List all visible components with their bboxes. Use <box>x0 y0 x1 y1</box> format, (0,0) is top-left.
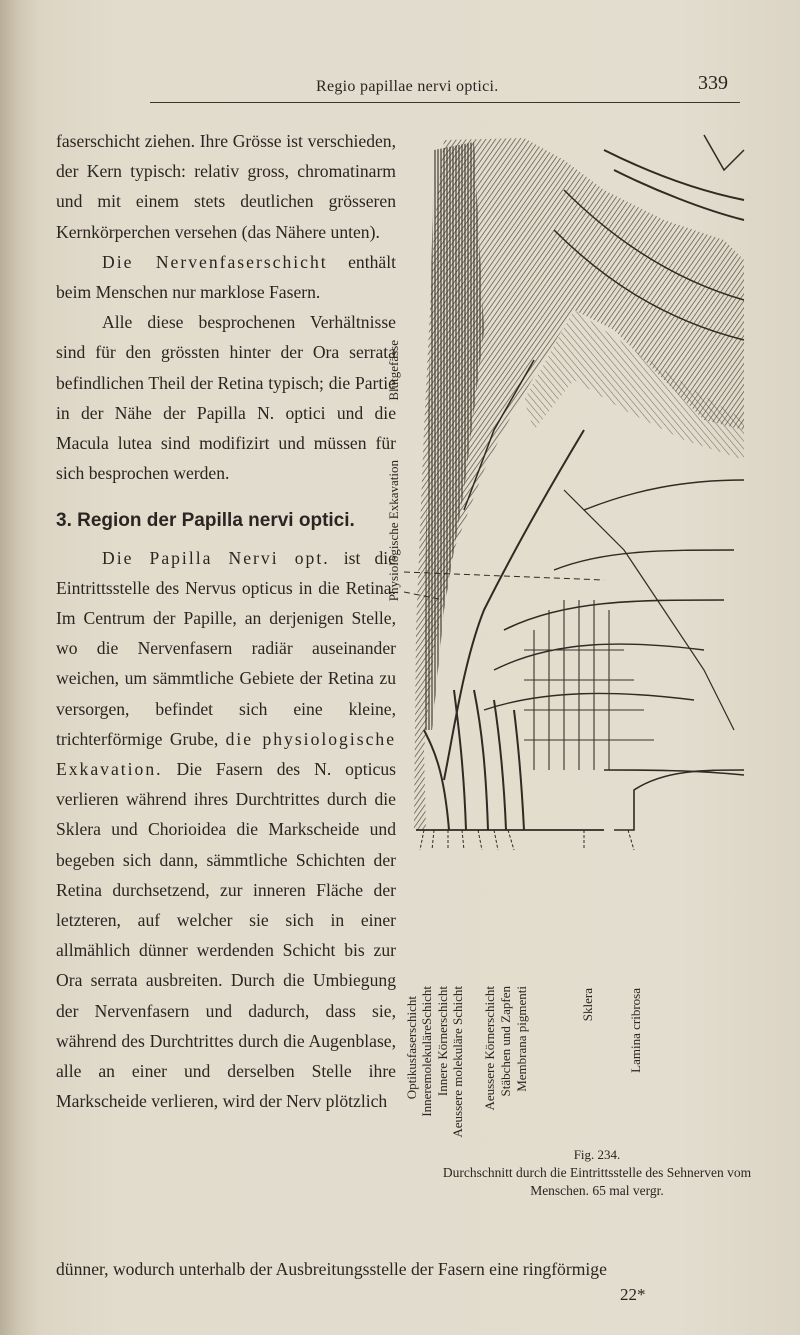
section-heading: 3. Region der Papilla nervi optici. <box>56 510 355 532</box>
paragraph-4 <box>56 543 396 1117</box>
label-sklera: Sklera <box>580 988 595 1022</box>
term-papilla: Die Papilla Nervi opt. <box>102 547 330 568</box>
term-exkavation: die physiologische Exkavation. <box>56 728 397 780</box>
header-rule <box>150 102 740 103</box>
continuation-line: dünner, wodurch unterhalb der Ausbreitungsstelle der Fasern eine ringförmige <box>56 1259 607 1279</box>
label-lamina-cribrosa: Lamina cribrosa <box>628 988 643 1073</box>
page-number: 339 <box>698 72 728 94</box>
label-blutgefaesse: Blutgefässe <box>386 340 401 401</box>
paragraph-4-rest: Die Fasern des N. opticus verlieren während ihres Durchtrittes durch die Sklera und Chorioidea die Markscheide und begeben sich dann, sämmtliche Schichten der Retina durchsetzend, zur inneren Fläche der letzteren, auf welcher sie sich in einer allmählich dünner werdenden Schicht bis zur Ora serrata ausbreiten. Durch die Umbiegung der Nervenfasern und dadurch, dass sie, während des Durchtrittes durch die Augenblase, alle an einer und derselben Stelle ihre Markscheide verlieren, wird der Nerv plötzlich <box>56 759 396 1112</box>
label-innere-molekulaere: InneremolekuläreSchicht <box>419 986 434 1117</box>
label-membrana-pigmenti: Membrana pigmenti <box>514 986 529 1092</box>
paragraph-1: faserschicht ziehen. Ihre Grösse ist verschieden, der Kern typisch: relativ gross, chromatinarm und mit einem stets deutlichen grösseren Kernkörperchen versehen (das Nähere unten). <box>56 131 396 242</box>
term-nervenfaserschicht: Die Nervenfaserschicht <box>102 251 328 272</box>
signature-mark: 22* <box>620 1285 646 1304</box>
text-column <box>56 126 396 1117</box>
paragraph-4-text: ist die Eintrittsstelle des Nervus opticus in die Retina. Im Centrum der Papille, an derjenigen Stelle, wo die Nervenfasern radiär auseinander weichen, um sämmtliche Gebiete der Retina zu versorgen, befindet sich eine kleine, trichterförmige Grube, <box>56 547 396 749</box>
figure-caption <box>432 1146 762 1200</box>
figure-234 <box>386 130 750 1180</box>
running-title: Regio papillae nervi optici. <box>316 78 499 95</box>
label-exkavation: Physiologische Exkavation <box>386 460 401 602</box>
label-innere-koernerschicht: Innere Körnerschicht <box>435 986 450 1097</box>
label-optikusfaserschicht: Optikusfaserschicht <box>404 996 419 1100</box>
paragraph-2-text: enthält beim Menschen nur marklose Fasern. <box>56 251 396 303</box>
figure-number: Fig. 234. <box>573 1147 621 1162</box>
label-aeussere-molekulaere: Aeussere molekuläre Schicht <box>450 986 465 1138</box>
caption-text: Durchschnitt durch die Eintrittsstelle des Sehnerven vom Menschen. 65 mal vergr. <box>442 1165 752 1198</box>
label-staebchen-zapfen: Stäbchen und Zapfen <box>498 986 513 1097</box>
label-aeussere-koernerschicht: Aeussere Körnerschicht <box>482 986 497 1111</box>
paragraph-2 <box>56 247 396 307</box>
paragraph-3: Alle diese besprochenen Verhältnisse sind für den grössten hinter der Ora serrata befindlichen Theil der Retina typisch; die Partie in der Nähe der Papilla N. optici und die Macula lutea sind modifizirt und müssen für sich besprochen werden. <box>56 312 396 484</box>
